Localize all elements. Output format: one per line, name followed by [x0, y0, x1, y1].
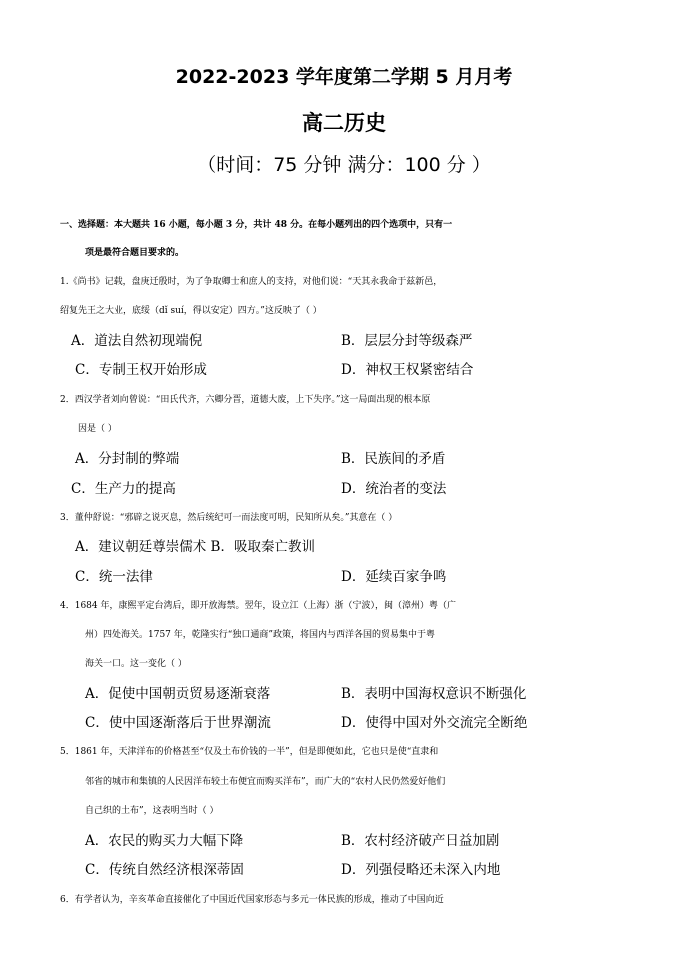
question-4-line-2: 州）四处海关。1757 年，乾隆实行“独口通商”政策，将国内与西洋各国的贸易集中于粤 — [85, 630, 435, 640]
question-1-option-c: C．专制王权开始形成 — [75, 362, 207, 378]
question-4-option-b: B．表明中国海权意识不断强化 — [341, 686, 527, 702]
exam-title: 2022-2023 学年度第二学期 5 月月考 — [175, 66, 513, 88]
question-5-line-1: 5．1861 年，天津洋布的价格甚至“仅及土布价钱的一半”，但是即便如此，它也只是使“直隶和 — [60, 747, 439, 757]
question-1-option-b: B．层层分封等级森严 — [341, 333, 473, 349]
question-6-line-1: 6．有学者认为，辛亥革命直接催化了中国近代国家形态与多元一体民族的形成，推动了中国向近 — [60, 895, 444, 905]
question-5-option-a: A．农民的购买力大幅下降 — [85, 833, 244, 849]
question-1-line-1: 1.《尚书》记载，盘庚迁殷时，为了争取卿士和庶人的支持，对他们说：“天其永我命于兹新邑， — [60, 277, 443, 287]
question-2-line-1: 2．西汉学者刘向曾说：“田氏代齐，六卿分晋，道德大废，上下失序。”这一局面出现的根本原 — [60, 395, 431, 405]
question-1-line-2: 绍复先王之大业，底绥（dǐ suí，得以安定）四方。”这反映了（ ） — [60, 306, 322, 316]
question-1-option-d: D．神权王权紧密结合 — [341, 362, 474, 378]
question-4-option-a: A．促使中国朝贡贸易逐渐衰落 — [85, 686, 271, 702]
question-2-option-a: A．分封制的弊端 — [75, 451, 180, 467]
question-5-line-3: 自己织的土布”，这表明当时（ ） — [85, 806, 219, 816]
section-heading-line2: 项是最符合题目要求的。 — [85, 248, 185, 258]
question-4-line-3: 海关一口。这一变化（ ） — [85, 659, 187, 669]
subject-title: 高二历史 — [302, 111, 386, 135]
question-1-option-a: A．道法自然初现端倪 — [71, 333, 203, 349]
question-3-option-c: C．统一法律 — [75, 569, 153, 585]
question-5-line-2: 邻省的城市和集镇的人民因洋布较土布便宜而购买洋布”，而广大的“农村人民仍然爱好他们 — [85, 777, 446, 787]
question-3-option-d: D．延续百家争鸣 — [341, 569, 447, 585]
question-3-option-ab: A．建议朝廷尊崇儒术 B．吸取秦亡教训 — [75, 539, 315, 555]
question-2-option-c: C．生产力的提高 — [71, 481, 176, 497]
question-5-option-b: B．农村经济破产日益加剧 — [341, 833, 500, 849]
question-4-line-1: 4．1684 年，康熙平定台湾后，即开放海禁。翌年，设立江（上海）浙（宁波），闽（漳州）粤（广 — [60, 601, 456, 611]
section-heading-line1: 一、选择题：本大题共 16 小题，每小题 3 分，共计 48 分。在每小题列出的四个选项中，只有一 — [60, 220, 453, 230]
time-score-info: （时间：75 分钟 满分：100 分 ） — [197, 154, 491, 176]
question-5-option-d: D．列强侵略还未深入内地 — [341, 862, 501, 878]
question-2-option-d: D．统治者的变法 — [341, 481, 447, 497]
question-2-line-2: 因是（ ） — [78, 424, 117, 434]
question-5-option-c: C．传统自然经济根深蒂固 — [85, 862, 244, 878]
question-4-option-d: D．使得中国对外交流完全断绝 — [341, 715, 528, 731]
question-3-line-1: 3．董仲舒说：“邪辟之说灭息，然后统纪可一而法度可明，民知所从矣。”其意在（ ） — [60, 513, 398, 523]
question-4-option-c: C．使中国逐渐落后于世界潮流 — [85, 715, 271, 731]
question-2-option-b: B．民族间的矛盾 — [341, 451, 446, 467]
